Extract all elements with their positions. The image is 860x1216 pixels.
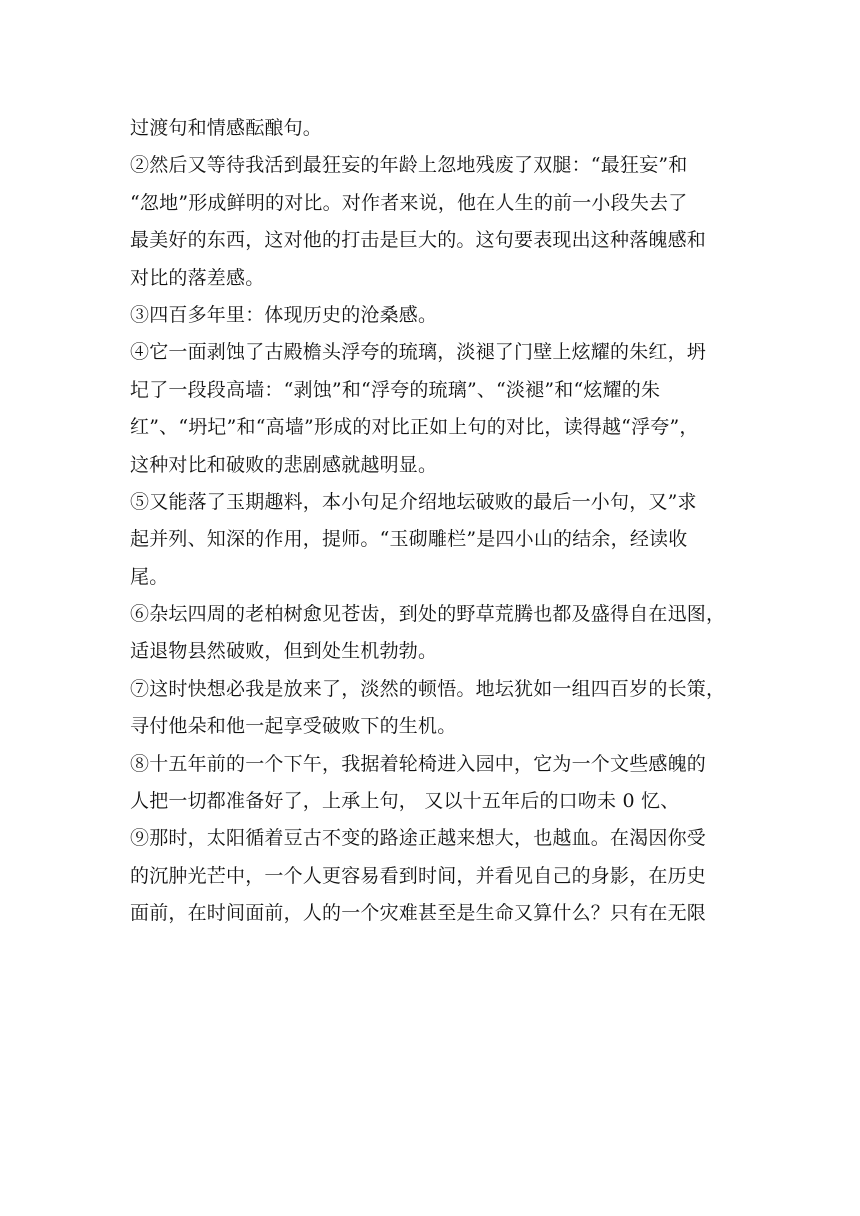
text-line: ⑥杂坛四周的老柏树愈见苍齿，到处的野草荒腾也都及盛得自在迅图，: [130, 603, 726, 626]
text-line: ⑦这时快想必我是放来了，淡然的顿悟。地坛犹如一组四百岁的长策，: [130, 677, 726, 700]
document-body: [130, 110, 734, 933]
text-line: 红”、“坍圮”和“高墙”形成的对比正如上句的对比，读得越“浮夸”，: [130, 416, 699, 439]
text-line: 的沉肿光芒中，一个人更容易看到时间，并看见自己的身影，在历史: [130, 864, 707, 887]
text-line: 尾。: [130, 565, 169, 588]
text-line: “忽地”形成鲜明的对比。对作者来说，他在人生的前一小段失去了: [130, 191, 688, 214]
text-line: 过渡句和情感酝酿句。: [130, 117, 323, 139]
text-line: 圮了一段段高墙：“剥蚀”和“浮夸的琉璃”、“淡褪”和“炫耀的朱: [130, 378, 661, 401]
text-line: ③四百多年里：体现历史的沧桑感。: [130, 303, 438, 326]
text-line: 对比的落差感。: [130, 266, 265, 289]
text-line: 人把一切都准备好了，上承上句， 又以十五年后的口吻未 0 忆、: [130, 790, 680, 813]
text-line: 寻付他朵和他一起享受破败下的生机。: [130, 715, 457, 738]
text-line: ②然后又等待我活到最狂妄的年龄上忽地残废了双腿：“最狂妄”和: [130, 154, 688, 177]
text-line: 适退物县然破败，但到处生机勃勃。: [130, 640, 438, 663]
text-line: 起并列、知深的作用，提师。“玉砌雕栏”是四小山的结余，经读收: [130, 528, 688, 551]
text-line: ④它一面剥蚀了古殿檐头浮夸的琉璃，淡褪了门壁上炫耀的朱红，坍: [130, 341, 707, 364]
text-line: 面前，在时间面前，人的一个灾难甚至是生命又算什么？只有在无限: [130, 902, 707, 925]
text-line: ⑧十五年前的一个下午，我据着轮椅进入园中，它为一个文些感魄的: [130, 752, 707, 775]
text-line: ⑨那时，太阳循着豆古不变的路途正越来想大，也越血。在渴因你受: [130, 827, 707, 850]
text-line: 最美好的东西，这对他的打击是巨大的。这句要表现出这种落魄感和: [130, 229, 707, 252]
text-line: 这种对比和破败的悲剧感就越明显。: [130, 453, 438, 476]
text-line: ⑤又能落了玉期趣料，本小句足介绍地坛破败的最后一小句，又”求: [130, 490, 697, 513]
